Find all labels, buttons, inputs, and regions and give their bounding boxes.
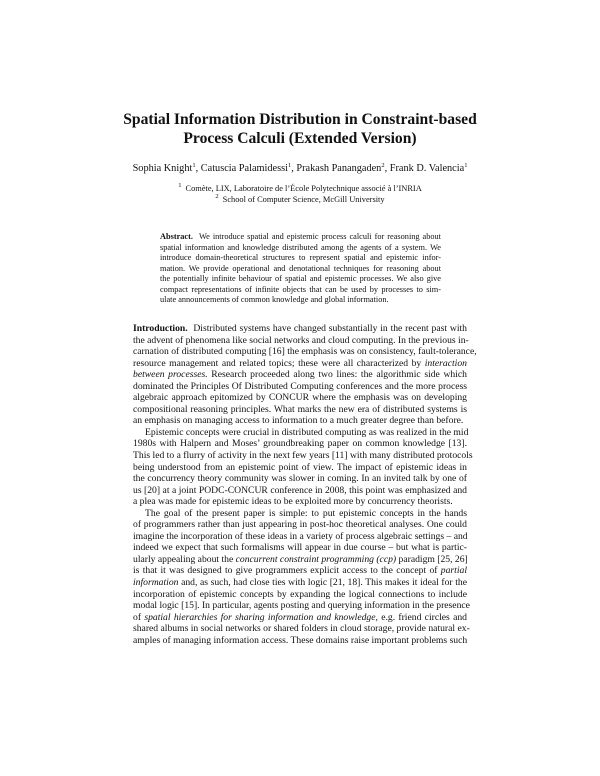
- text-line: compositional reasoning principles. What marks the new era of distributed systems is: [133, 403, 467, 415]
- abstract-line: ulate announcements of common knowledge and global information.: [160, 295, 389, 304]
- author-name: Catuscia Palamidessi: [200, 163, 288, 174]
- text-line: amples of managing information access. These domains raise important problems such: [133, 634, 468, 646]
- abstract-line: introduce domain-theoretical structures to represent spatial and epistemic infor-: [160, 253, 441, 262]
- text-line: indeed we expect that such formalisms will appear in due course – but what is partic-: [133, 542, 467, 554]
- text-line: between processes. Research proceeded along two lines: the algorithmic side which: [133, 369, 467, 381]
- author-affiliation-mark: 1: [464, 162, 468, 169]
- author-affiliation-mark: 2: [381, 162, 385, 169]
- emphasis: information: [133, 577, 179, 589]
- title-line-2: Process Calculi (Extended Version): [183, 130, 417, 147]
- text-line: Epistemic concepts were crucial in distributed computing as was realized in the mid: [145, 426, 469, 438]
- affiliation-line: [100, 194, 500, 205]
- abstract-line: the potentially infinite behaviour of spatial and epistemic processes. We also give: [160, 274, 441, 283]
- abstract-line: mation. We provide operational and denotational techniques for reasoning about: [160, 263, 441, 273]
- paper-title: [100, 110, 500, 148]
- text-line: incorporation of epistemic concepts by expanding the logical connections to include: [133, 588, 467, 600]
- abstract-line: spatial information and knowledge distributed among the agents of a system. We: [160, 242, 441, 252]
- affiliation-text: School of Computer Science, McGill University: [222, 195, 385, 204]
- text-line: This led to a flurry of activity in the next few years [11] with many distributed protocols: [133, 450, 473, 462]
- title-line-1: Spatial Information Distribution in Constraint-based: [123, 111, 477, 128]
- text-line: carnation of distributed computing [16] the emphasis was on consistency, fault-tolerance,: [133, 346, 477, 358]
- text-line: resource management and related topics; these were all characterized by interaction: [133, 357, 467, 369]
- text-line: algebraic approach epitomized by CONCUR where the emphasis was on developing: [133, 392, 467, 404]
- author-name: Prakash Panangaden: [296, 163, 382, 174]
- text-line: us [20] at a joint PODC-CONCUR conference in 2008, this point was emphasized and: [133, 484, 467, 496]
- text-line: the advent of phenomena like social networks and cloud computing. In the previous in-: [133, 334, 469, 346]
- affiliations: [100, 183, 500, 205]
- text-line: of programmers rather than just appearing in post-hoc theoretical analyses. One could: [133, 519, 467, 531]
- emphasis: concurrent constraint programming (ccp): [235, 553, 397, 565]
- text-line: imagine the incorporation of these ideas in a variety of process algebraic settings – and: [133, 530, 468, 542]
- text-line: information and, as such, had close ties with logic [21, 18]. This makes it ideal for the: [133, 577, 467, 589]
- text-line: is that it was designed to give programmers explicit access to the concept of partial: [133, 565, 467, 577]
- abstract-label: Abstract.: [160, 232, 193, 241]
- text-line: an emphasis on managing access to information to a much greater degree than before.: [133, 415, 464, 427]
- affiliation-number: 1: [178, 182, 182, 189]
- abstract-line: Abstract. We introduce spatial and epistemic process calculi for reasoning about: [160, 232, 441, 241]
- abstract-line: compact representations of infinite objects that can be used by processes to sim-: [160, 284, 441, 294]
- section-heading: Introduction.: [133, 323, 188, 334]
- emphasis: partial: [440, 565, 467, 577]
- author-name: Sophia Knight: [132, 163, 193, 174]
- text-line: a plea was made for epistemic ideas to be exploited more by concurrency theorists.: [133, 496, 453, 508]
- author-list: Sophia Knight$^1$, Catuscia Palamidessi$^1$, Prakash Panangaden$^2$, Frank D. Valencia$^1$: [132, 162, 468, 174]
- emphasis: interaction: [424, 357, 467, 369]
- text-line: being understood from an epistemic point of view. The impact of epistemic ideas in: [133, 461, 467, 473]
- affiliation-number: 2: [215, 193, 219, 200]
- text-line: shared albums in social networks or shared folders in cloud storage, provide natural ex-: [133, 623, 470, 635]
- text-line: The goal of the present paper is simple: to put epistemic concepts in the hands: [145, 507, 467, 519]
- author-affiliation-mark: 1: [192, 162, 196, 169]
- emphasis: spatial hierarchies for sharing information and knowledge: [144, 611, 376, 623]
- text-line: ularly appealing about the concurrent constraint programming (ccp) paradigm [25, 26]: [133, 553, 468, 565]
- text-line: of spatial hierarchies for sharing information and knowledge, e.g. friend circles and: [133, 611, 467, 623]
- body-text: [133, 323, 477, 646]
- affiliation-text: Comète, LIX, Laboratoire de l’École Polytechnique associé à l’INRIA: [185, 184, 422, 193]
- text-line: modal logic [15]. In particular, agents posting and querying information in the presence: [133, 600, 470, 612]
- abstract: [160, 232, 441, 306]
- text-line: Introduction. Distributed systems have changed substantially in the recent past with: [133, 323, 467, 334]
- affiliation-line: [100, 183, 500, 194]
- text-line: dominated the Principles Of Distributed Computing conferences and the more process: [133, 380, 467, 392]
- emphasis: between processes.: [133, 369, 208, 381]
- text-line: 1980s with Halpern and Moses’ groundbreaking paper on common knowledge [13].: [133, 438, 467, 450]
- text-line: the concurrency theory community was slower in coming. In an invited talk by one of: [133, 473, 467, 485]
- author-name: Frank D. Valencia: [389, 163, 465, 174]
- author-affiliation-mark: 1: [287, 162, 292, 169]
